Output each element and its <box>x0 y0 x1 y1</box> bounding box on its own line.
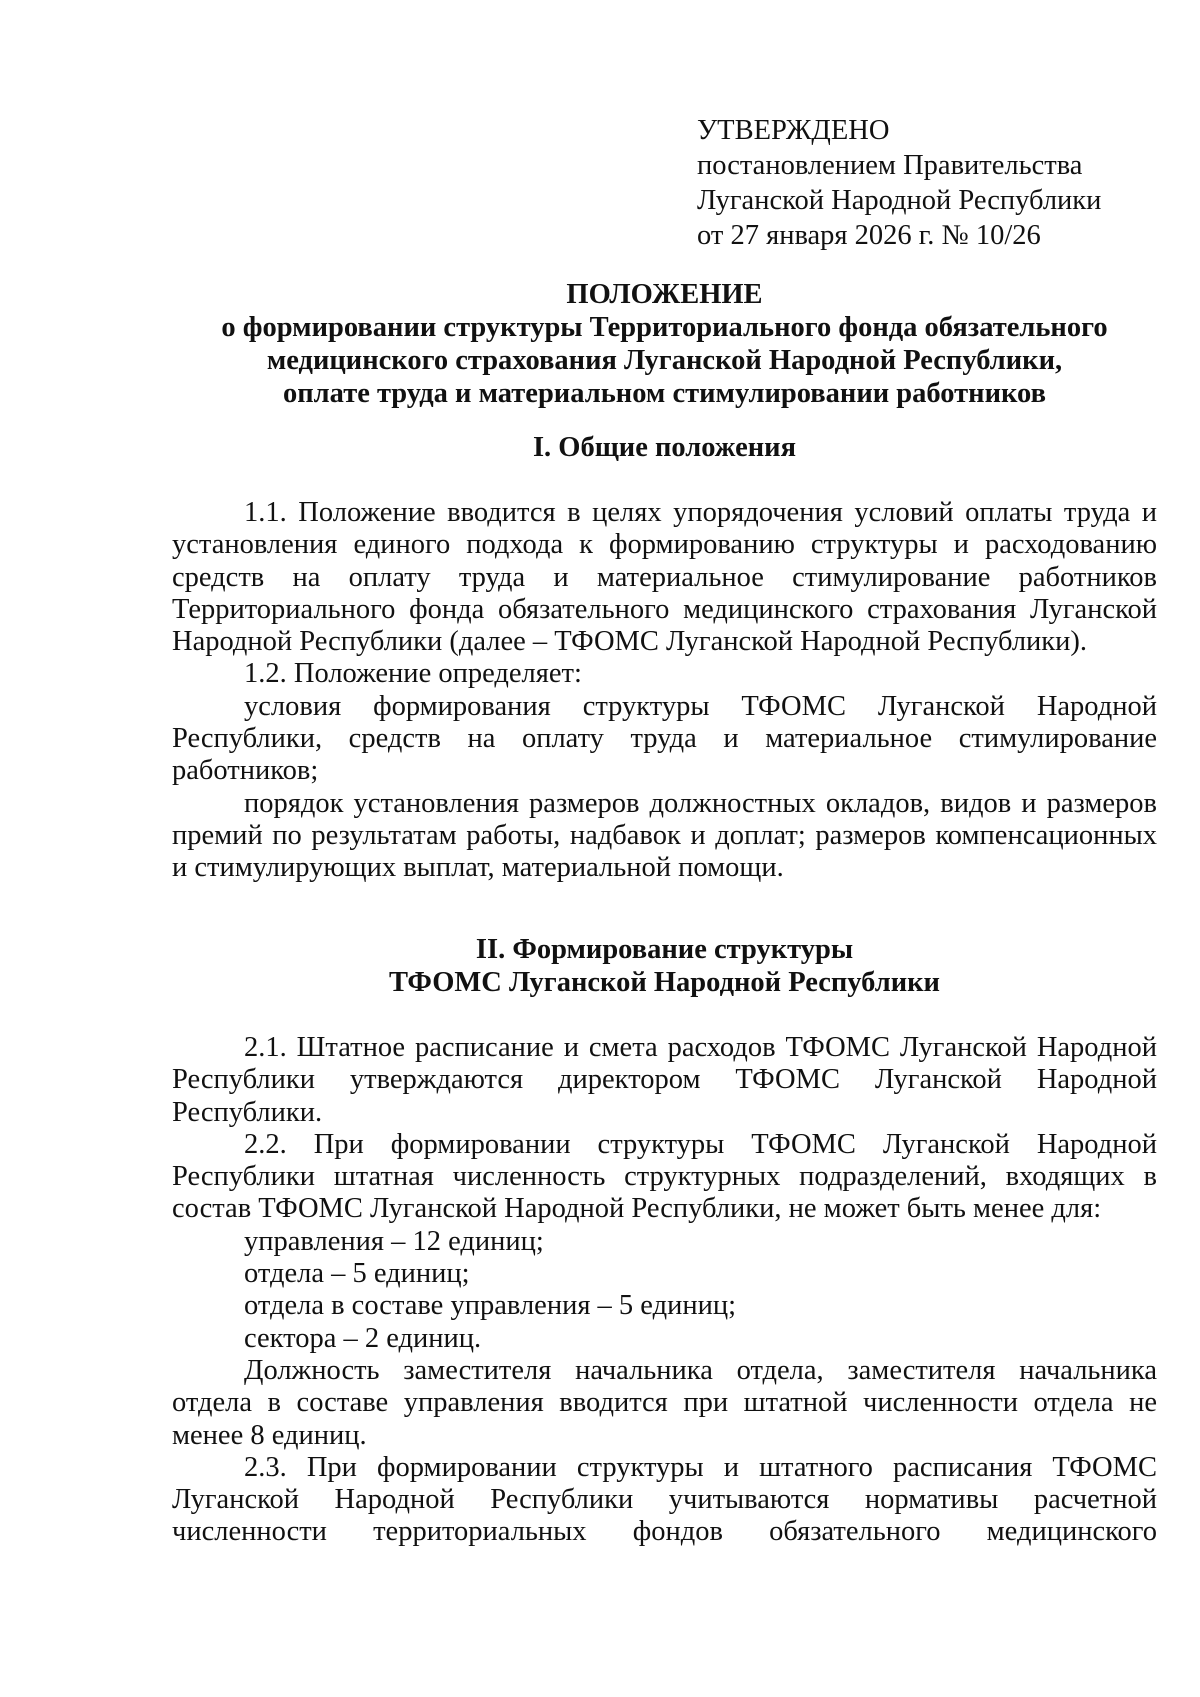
section-1-heading <box>172 431 1157 464</box>
paragraph-1-2-b: порядок установления размеров должностных окладов, видов и размеров премий по результатам работы, надбавок и доплат; размеров компенсационных и стимулирующих выплат, материальной помощи. <box>172 787 1157 884</box>
paragraph-2-2: 2.2. При формировании структуры ТФОМС Луганской Народной Республики штатная численность структурных подразделений, входящих в состав ТФОМС Луганской Народной Республики, не может быть менее для: <box>172 1128 1157 1225</box>
section-1-heading-text: I. Общие положения <box>532 432 797 463</box>
section-1-body <box>172 497 1157 885</box>
section-2-body <box>172 1032 1157 1549</box>
list-item-sector: сектора – 2 единиц. <box>244 1322 482 1354</box>
paragraph-2-1: 2.1. Штатное расписание и смета расходов ТФОМС Луганской Народной Республики утверждаются директором ТФОМС Луганской Народной Республики. <box>172 1032 1157 1128</box>
section-2-heading-line-2: ТФОМС Луганской Народной Республики <box>389 967 940 998</box>
title-line-1: о формировании структуры Территориального фонда обязательного <box>221 312 1108 343</box>
title-heading: ПОЛОЖЕНИЕ <box>566 279 763 310</box>
document-title <box>172 278 1157 410</box>
paragraph-1-1: 1.1. Положение вводится в целях упорядочения условий оплаты труда и установления единого подхода к формированию структуры и расходованию средств на оплату труда и материальное стимулирование работников Территориального фонда обязательного медицинского страхования Луганской Народной Республики (далее – ТФОМС Луганской Народной Республики). <box>172 497 1157 658</box>
paragraph-1-2: 1.2. Положение определяет: <box>244 658 582 690</box>
paragraph-2-3: 2.3. При формировании структуры и штатного расписания ТФОМС Луганской Народной Республики учитываются нормативы расчетной численности территориальных фондов обязательного медицинского <box>172 1451 1157 1548</box>
list-item-department: отдела – 5 единиц; <box>244 1258 470 1290</box>
approval-line-3: Луганской Народной Республики <box>697 185 1102 216</box>
title-line-3: оплате труда и материальном стимулировании работников <box>283 378 1046 409</box>
approval-stamp <box>697 113 1101 253</box>
approval-line-4: от 27 января 2026 г. № 10/26 <box>697 220 1041 251</box>
list-item-management: управления – 12 единиц; <box>244 1225 544 1257</box>
approval-line-2: постановлением Правительства <box>697 150 1083 181</box>
paragraph-1-2-a: условия формирования структуры ТФОМС Луганской Народной Республики, средств на оплату труда и материальное стимулирование работников; <box>172 690 1157 787</box>
approval-line-1: УТВЕРЖДЕНО <box>697 115 890 146</box>
section-2-heading-line-1: II. Формирование структуры <box>475 934 854 965</box>
section-2-heading <box>172 933 1157 999</box>
list-item-sub-department: отдела в составе управления – 5 единиц; <box>244 1290 737 1322</box>
paragraph-2-2-b: Должность заместителя начальника отдела, заместителя начальника отдела в составе управления вводится при штатной численности отдела не менее 8 единиц. <box>172 1354 1157 1451</box>
title-line-2: медицинского страхования Луганской Народной Республики, <box>266 345 1063 376</box>
